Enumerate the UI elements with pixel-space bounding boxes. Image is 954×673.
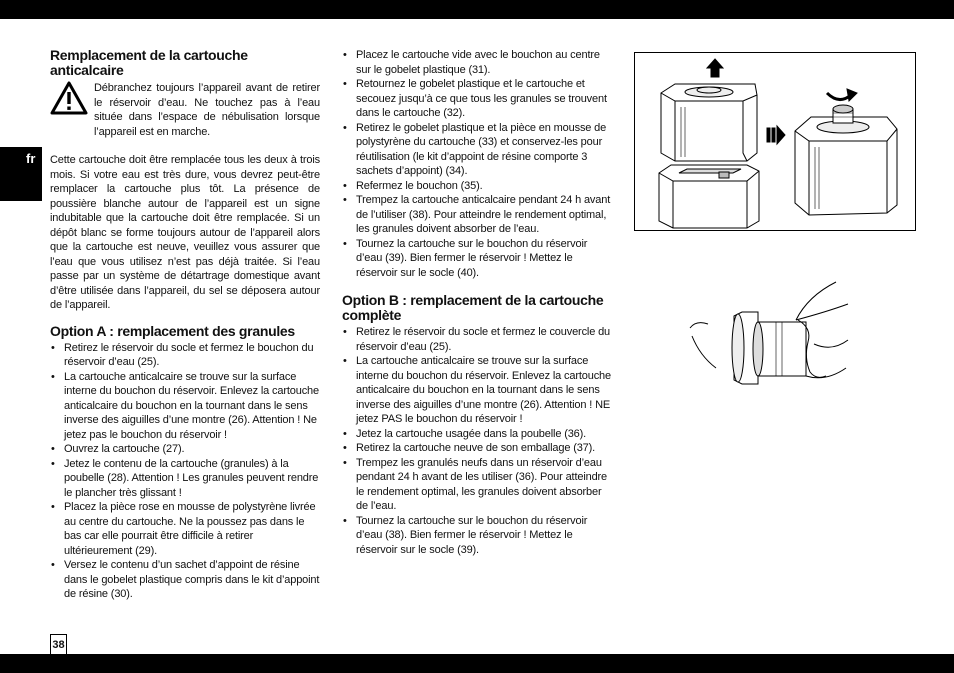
list-item: • Retirez la cartouche neuve de son emballage (37). [342, 441, 613, 456]
list-item: • Retournez le gobelet plastique et le cartouche et secouez jusqu’à ce que tous les granules se trouvent dans le cartouche (32). [342, 77, 613, 121]
page-number: 38 [50, 634, 67, 654]
option-a-list [50, 341, 320, 602]
option-b-heading: Option B : remplacement de la cartouche complète [342, 292, 604, 323]
cartridge-hand-illustration [686, 276, 856, 386]
bottom-bar [0, 654, 954, 673]
top-bar [0, 0, 954, 19]
list-item: • Jetez la cartouche usagée dans la poubelle (36). [342, 427, 613, 442]
up-arrow-icon [707, 59, 723, 77]
list-item: • Placez le cartouche vide avec le bouchon au centre sur le gobelet plastique (31). [342, 48, 613, 77]
list-item: • Jetez le contenu de la cartouche (granules) à la poubelle (28). Attention ! Les granules peuvent rendre le plancher très glissant ! [50, 457, 320, 501]
list-item: • Placez la pièce rose en mousse de polystyrène livrée au centre du cartouche. Ne la poussez pas dans le bas car elle pourrait être difficile à retirer ultérieurement (29). [50, 500, 320, 558]
option-a-heading: Option A : remplacement des granules [50, 322, 295, 339]
option-a-list-continued [342, 48, 613, 280]
right-arrow-icon [767, 126, 785, 144]
list-item: • La cartouche anticalcaire se trouve sur la surface interne du bouchon du réservoir. Enlevez la cartouche anticalcaire du bouchon en la tournant dans le sens inverse des aiguilles d’une montre (26). Attention ! Ne jetez pas le bouchon du réservoir ! [50, 370, 320, 443]
list-item: • Ouvrez la cartouche (27). [50, 442, 320, 457]
list-item: • Trempez les granulés neufs dans un réservoir d’eau pendant 24 h avant de les utiliser (36). Pour atteindre le rendement optimal, les granules doivent absorber de l’eau. [342, 456, 613, 514]
list-item: • Trempez la cartouche anticalcaire pendant 24 h avant de l’utiliser (38). Pour atteindre le rendement optimal, les granules doivent absorber de l’eau. [342, 193, 613, 237]
warning-block [50, 81, 320, 139]
intro-paragraph: Cette cartouche doit être remplacée tous les deux à trois mois. Si votre eau est très dure, vous devrez peut-être remplacer la cartouche plus tôt. La présence de poussière blanche autour de l’appareil est un signe indubitable que la cartouche doit être remplacée. Si un dépôt blanc se forme toujours autour de l’appareil alors que la cartouche est neuve, veuillez vous assurer que l’eau que vous utilisez n’est pas déjà traitée. Si l’eau passe par un système de détartrage domestique avant d’être utilisée dans l’appareil, du sel se déposera autour de l’appareil. [50, 154, 320, 311]
left-column [50, 48, 320, 602]
list-item: • Tournez la cartouche sur le bouchon du réservoir d’eau (39). Bien fermer le réservoir ! Mettez le réservoir sur le socle (40). [342, 237, 613, 281]
list-item: • La cartouche anticalcaire se trouve sur la surface interne du bouchon du réservoir. Enlevez la cartouche anticalcaire du bouchon en la tournant dans le sens inverse des aiguilles d’une montre (26). Attention ! NE jetez PAS le bouchon du réservoir ! [342, 354, 613, 427]
list-item: • Retirez le réservoir du socle et fermez le bouchon du réservoir d’eau (25). [50, 341, 320, 370]
list-item: • Retirez le gobelet plastique et la pièce en mousse de polystyrène du cartouche (33) et conservez-les pour réutilisation (le kit d’appoint de résine comporte 3 sachets d’appoint) (34). [342, 121, 613, 179]
list-item: • Retirez le réservoir du socle et fermez le couvercle du réservoir d’eau (25). [342, 325, 613, 354]
warning-text: Débranchez toujours l’appareil avant de retirer le réservoir d’eau. Ne touchez pas à l’eau située dans l’espace de nébulisation lorsque l’appareil est en marche. [94, 82, 320, 138]
rotate-arrow-icon [827, 89, 857, 101]
section-heading: Remplacement de la cartouche anticalcaire [50, 47, 248, 78]
list-item: • Tournez la cartouche sur le bouchon du réservoir d’eau (38). Bien fermer le réservoir ! Mettez le réservoir sur le socle (39). [342, 514, 613, 558]
list-item: • Refermez le bouchon (35). [342, 179, 613, 194]
tank-removal-illustration [634, 52, 916, 231]
option-b-list [342, 325, 613, 557]
middle-column [342, 48, 613, 557]
language-tab: fr [0, 147, 42, 201]
list-item: • Versez le contenu d’un sachet d’appoint de résine dans le gobelet plastique compris dans le kit d’appoint de résine (30). [50, 558, 320, 602]
warning-icon [50, 81, 94, 139]
